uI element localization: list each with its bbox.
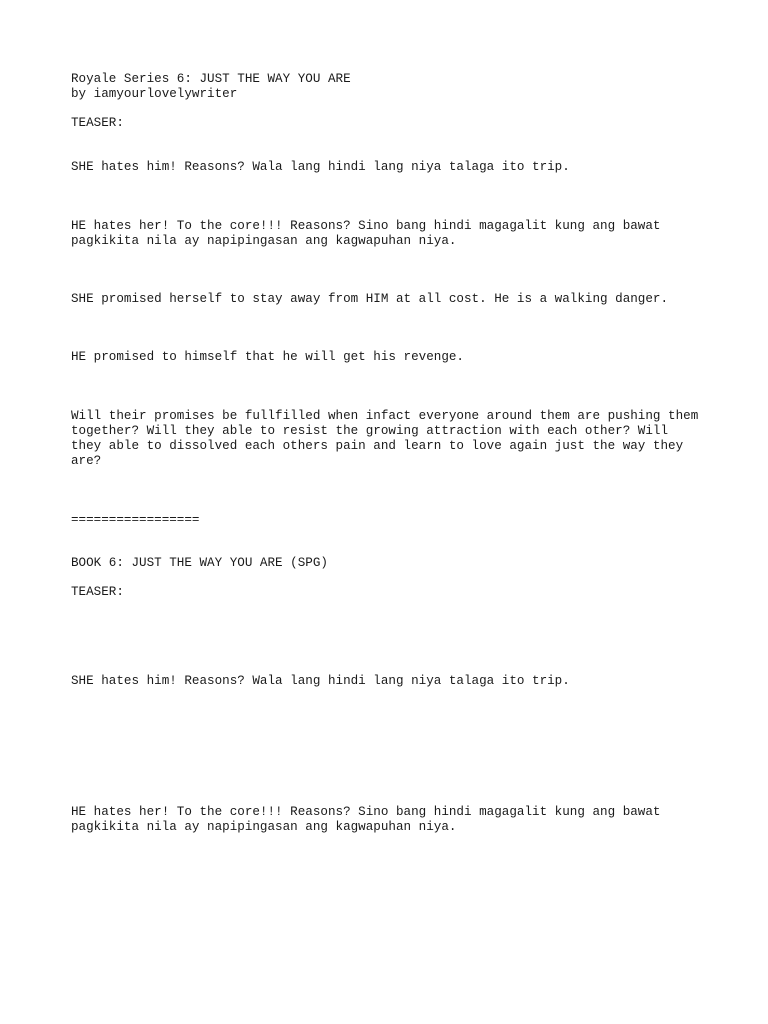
paragraph-promises-line-2: together? Will they able to resist the growing attraction with each other? Will: [71, 424, 669, 438]
book-title: BOOK 6: JUST THE WAY YOU ARE (SPG): [71, 556, 328, 570]
paragraph-he-hates-line-2: pagkikita nila ay napipingasan ang kagwapuhan niya.: [71, 234, 457, 248]
paragraph-promises-line-1: Will their promises be fullfilled when infact everyone around them are pushing them: [71, 409, 699, 423]
paragraph-she-hates: SHE hates him! Reasons? Wala lang hindi lang niya talaga ito trip.: [71, 160, 570, 174]
teaser-label-2: TEASER:: [71, 585, 124, 599]
paragraph-he-hates-line-1: HE hates her! To the core!!! Reasons? Sino bang hindi magagalit kung ang bawat: [71, 219, 661, 233]
paragraph-he-hates-2-line-2: pagkikita nila ay napipingasan ang kagwapuhan niya.: [71, 820, 457, 834]
section-divider: =================: [71, 513, 200, 527]
paragraph-promises-line-3: they able to dissolved each others pain and learn to love again just the way they: [71, 439, 684, 453]
series-title: Royale Series 6: JUST THE WAY YOU ARE: [71, 72, 351, 86]
paragraph-promises-line-4: are?: [71, 454, 102, 468]
teaser-label: TEASER:: [71, 116, 124, 130]
paragraph-she-hates-2: SHE hates him! Reasons? Wala lang hindi lang niya talaga ito trip.: [71, 674, 570, 688]
paragraph-she-promised: SHE promised herself to stay away from HIM at all cost. He is a walking danger.: [71, 292, 669, 306]
paragraph-he-hates-2-line-1: HE hates her! To the core!!! Reasons? Sino bang hindi magagalit kung ang bawat: [71, 805, 661, 819]
paragraph-he-promised: HE promised to himself that he will get his revenge.: [71, 350, 464, 364]
author-byline: by iamyourlovelywriter: [71, 87, 238, 101]
